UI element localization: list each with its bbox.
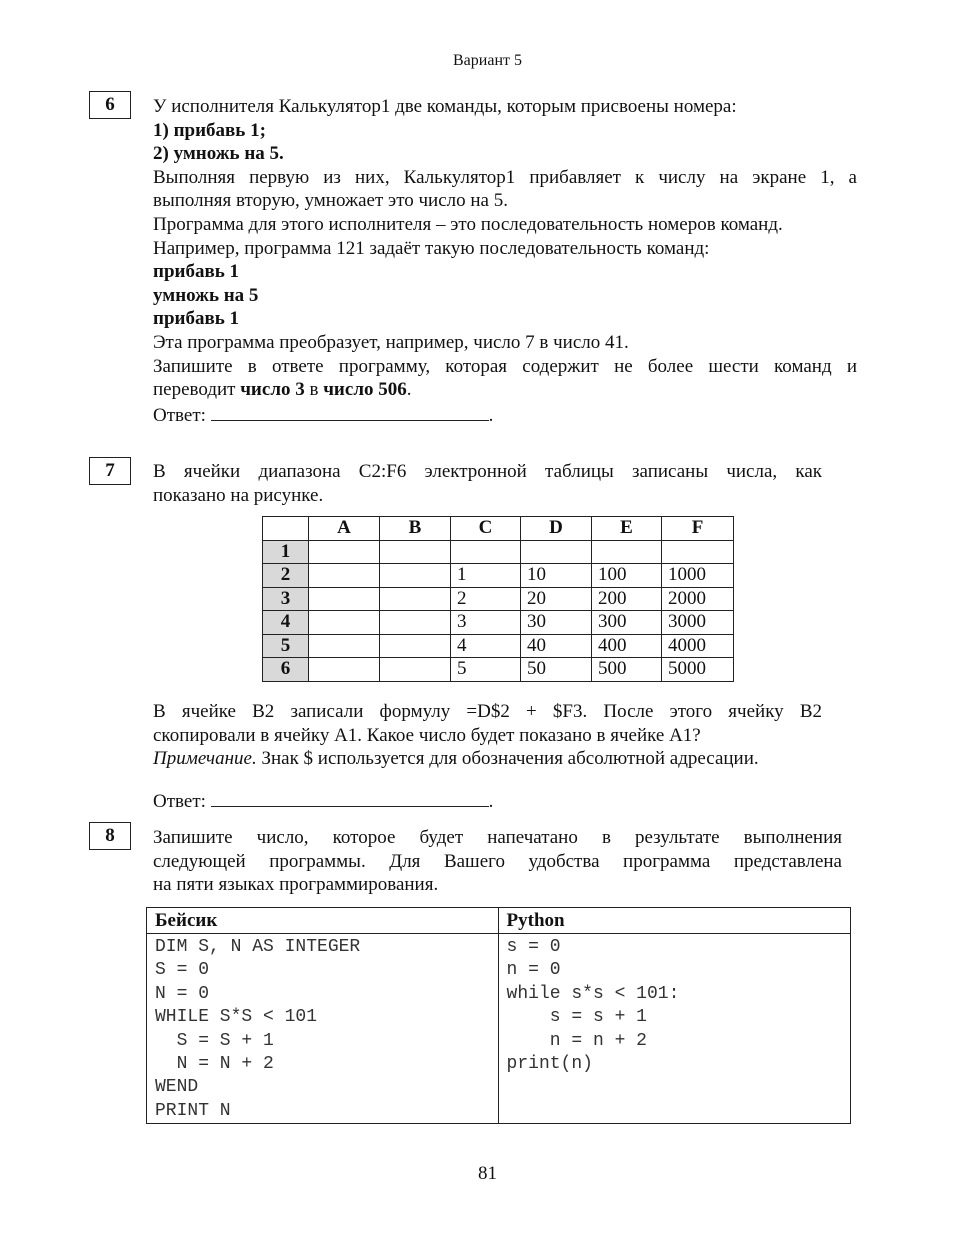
spreadsheet-table: [262, 516, 734, 682]
code-line: n = n + 2: [506, 1030, 647, 1051]
question-number-8: 8: [89, 822, 131, 850]
q8-line: следующей программы. Для Вашего удобства программа представлена: [153, 850, 842, 872]
code-line: while s*s < 101:: [506, 983, 680, 1004]
answer-label: Ответ:: [153, 404, 206, 426]
q6-line: У исполнителя Калькулятор1 две команды, которым присвоены номера:: [153, 96, 737, 117]
code-line: s = 0: [506, 937, 561, 957]
column-header: E: [592, 517, 662, 541]
note-label: Примечание.: [153, 748, 257, 770]
cell: [380, 587, 451, 611]
basic-code-block: [147, 934, 499, 1124]
q6-example-cmd: прибавь 1: [153, 261, 240, 283]
q6-line: Например, программа 121 задаёт такую последовательность команд:: [153, 237, 710, 259]
column-header: A: [309, 517, 380, 541]
cell: 50: [521, 658, 592, 682]
cell: [309, 540, 380, 564]
q6-task-line: [153, 378, 857, 402]
q6-from-number: число 3: [240, 379, 305, 401]
table-row: [263, 564, 734, 588]
cell: [380, 634, 451, 658]
cell: [380, 540, 451, 564]
sheet-corner: [263, 517, 309, 541]
code-line: S = 0: [155, 960, 210, 981]
cell: [662, 540, 734, 564]
table-row: [263, 634, 734, 658]
question-number-6: 6: [89, 91, 131, 119]
cell: 1000: [662, 564, 734, 588]
q7-line: показано на рисунке.: [153, 484, 324, 506]
column-header: D: [521, 517, 592, 541]
q6-line: Программа для этого исполнителя – это последовательность номеров команд.: [153, 213, 783, 235]
q7-note: [153, 747, 822, 771]
cell: [380, 611, 451, 635]
q6-example-cmd: прибавь 1: [153, 308, 240, 330]
q7-line: В ячейке B2 записали формулу =D$2 + $F3. После этого ячейку B2: [153, 701, 822, 722]
q6-line: Эта программа преобразует, например, число 7 в число 41.: [153, 331, 629, 353]
row-header: 5: [263, 634, 309, 658]
table-row: [263, 658, 734, 682]
q6-command-1: 1) прибавь 1;: [153, 119, 266, 141]
answer-end: .: [488, 790, 494, 812]
answer-field[interactable]: [211, 402, 489, 421]
cell: [309, 658, 380, 682]
column-header: C: [451, 517, 521, 541]
cell: 4: [451, 634, 521, 658]
python-header: Python: [498, 908, 850, 934]
cell: [309, 611, 380, 635]
code-line: N = 0: [155, 983, 210, 1004]
page-number: 81: [478, 1163, 497, 1184]
cell: 40: [521, 634, 592, 658]
cell: 2: [451, 587, 521, 611]
cell: [309, 587, 380, 611]
cell: 200: [592, 587, 662, 611]
code-line: WEND: [155, 1077, 199, 1098]
q6-text: в: [304, 379, 324, 401]
cell: 1: [451, 564, 521, 588]
q6-text: .: [406, 379, 412, 401]
cell: 3: [451, 611, 521, 635]
cell: [380, 564, 451, 588]
q7-line: скопировали в ячейку A1. Какое число будет показано в ячейке A1?: [153, 724, 701, 746]
row-header: 2: [263, 564, 309, 588]
question-8-intro: [153, 826, 842, 897]
cell: 2000: [662, 587, 734, 611]
cell: [451, 540, 521, 564]
answer-label: Ответ:: [153, 790, 206, 812]
answer-end: .: [488, 404, 494, 426]
q6-line: Выполняя первую из них, Калькулятор1 прибавляет к числу на экране 1, а: [153, 166, 857, 188]
cell: 500: [592, 658, 662, 682]
cell: [592, 540, 662, 564]
cell: 100: [592, 564, 662, 588]
cell: 5000: [662, 658, 734, 682]
q6-line: Запишите в ответе программу, которая содержит не более шести команд и: [153, 355, 857, 377]
cell: 4000: [662, 634, 734, 658]
question-7-body: [153, 700, 822, 813]
cell: 400: [592, 634, 662, 658]
row-header: 3: [263, 587, 309, 611]
cell: [309, 564, 380, 588]
q8-line: на пяти языках программирования.: [153, 874, 439, 896]
page-header: Вариант 5: [453, 52, 522, 69]
question-6-text: [153, 95, 857, 427]
cell: 3000: [662, 611, 734, 635]
q6-text: переводит: [153, 379, 241, 401]
column-header: B: [380, 517, 451, 541]
code-line: n = 0: [506, 960, 561, 981]
column-header: F: [662, 517, 734, 541]
code-line: print(n): [506, 1054, 593, 1075]
q6-to-number: число 506: [323, 379, 407, 401]
cell: 20: [521, 587, 592, 611]
q6-example-cmd: умножь на 5: [153, 284, 259, 306]
basic-header: Бейсик: [147, 908, 499, 934]
cell: [309, 634, 380, 658]
code-line: WHILE S*S < 101: [155, 1007, 318, 1028]
table-row: [263, 540, 734, 564]
table-row: [263, 611, 734, 635]
cell: 30: [521, 611, 592, 635]
code-line: S = S + 1: [155, 1030, 274, 1051]
cell: 10: [521, 564, 592, 588]
note-text: Знак $ используется для обозначения абсолютной адресации.: [256, 748, 759, 770]
cell: [521, 540, 592, 564]
code-table: [146, 907, 851, 1124]
python-code-block: [498, 934, 850, 1124]
code-line: DIM S, N AS INTEGER: [155, 937, 361, 957]
q7-line: В ячейки диапазона C2:F6 электронной таблицы записаны числа, как: [153, 461, 822, 482]
q6-command-2: 2) умножь на 5.: [153, 143, 284, 165]
code-line: s = s + 1: [506, 1007, 647, 1028]
code-line: N = N + 2: [155, 1054, 274, 1075]
row-header: 1: [263, 540, 309, 564]
q6-answer: [153, 402, 857, 428]
row-header: 6: [263, 658, 309, 682]
table-row: [263, 587, 734, 611]
cell: [380, 658, 451, 682]
row-header: 4: [263, 611, 309, 635]
answer-field[interactable]: [211, 788, 489, 807]
question-number-7: 7: [89, 457, 131, 485]
cell: 300: [592, 611, 662, 635]
cell: 5: [451, 658, 521, 682]
question-7-intro: [153, 460, 822, 507]
q6-line: выполняя вторую, умножает это число на 5.: [153, 190, 508, 212]
q8-line: Запишите число, которое будет напечатано в результате выполнения: [153, 827, 842, 848]
code-line: PRINT N: [155, 1100, 231, 1121]
q7-answer: [153, 788, 822, 814]
